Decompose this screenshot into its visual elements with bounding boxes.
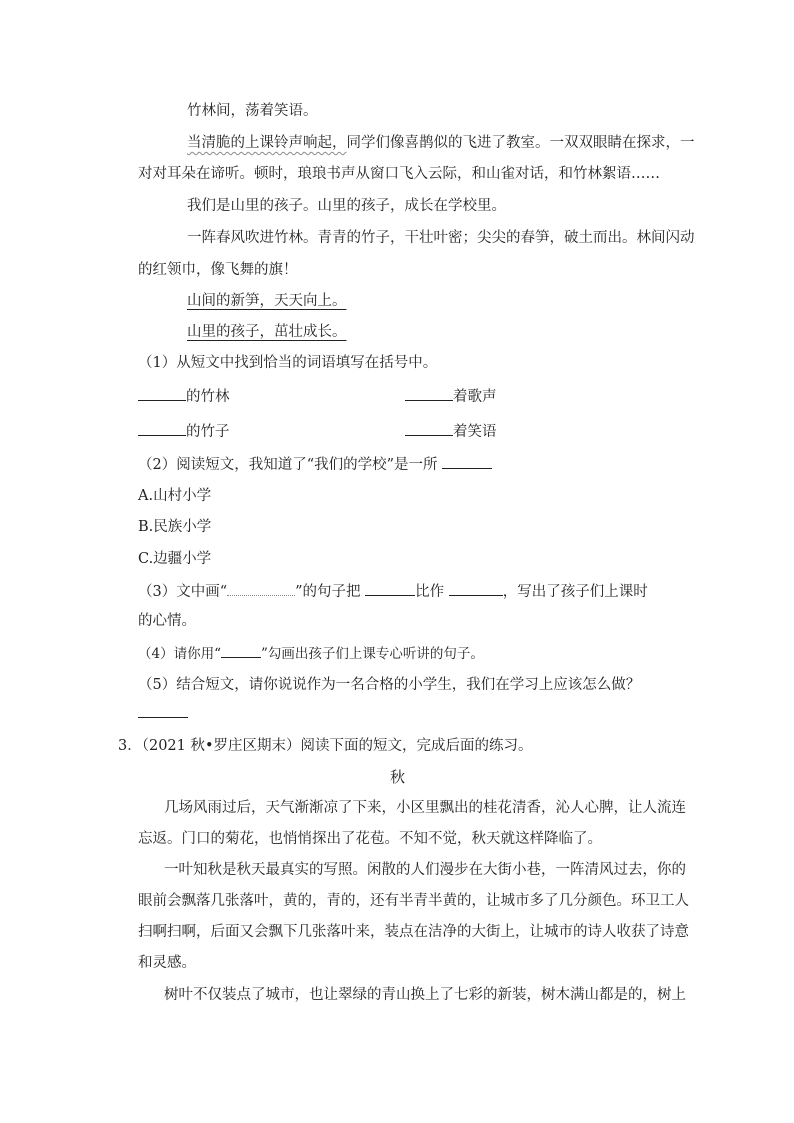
- passage-text: 眼前会飘落几张落叶，黄的，青的，还有半青半黄的，让城市多了几分颜色。环卫工人: [138, 893, 689, 909]
- question-text: （5）结合短文，请你说说作为一名合格的小学生，我们在学习上应该怎么做？: [138, 677, 641, 693]
- passage-text: 一叶知秋是秋天最真实的写照。闲散的人们漫步在大街小巷，一阵清风过去，你的: [164, 862, 686, 878]
- question-text: （4）请你用“: [138, 646, 221, 662]
- passage-text: 同学们像喜鹊似的飞进了教室。一双双眼睛在探求，一: [346, 135, 695, 151]
- problem-3-header: [118, 736, 533, 756]
- answer-blank[interactable]: [442, 454, 492, 469]
- underlined-sentence: 山里的孩子，茁壮成长。: [187, 324, 347, 340]
- question-text: （2）阅读短文，我知道了“我们的学校”是一所: [138, 457, 438, 473]
- passage-text: 忘返。门口的菊花，也悄悄探出了花苞。不知不觉，秋天就这样降临了。: [138, 831, 602, 847]
- problem-source: （2021 秋•罗庄区期末）阅读下面的短文，完成后面的练习。: [141, 738, 533, 754]
- problem-number: 3．: [118, 738, 142, 754]
- passage-line: [164, 860, 686, 880]
- question-text: 比作: [415, 584, 445, 600]
- passage-line: [138, 829, 602, 849]
- passage-line: [138, 260, 298, 280]
- passage-text: 一阵春风吹进竹林。青青的竹子，干壮叶密；尖尖的春笋，破土而出。林间闪动: [187, 230, 695, 246]
- passage-line: [138, 922, 689, 942]
- passage-line: [138, 164, 660, 184]
- option-b[interactable]: [138, 517, 211, 537]
- option-label: C.边疆小学: [138, 551, 212, 567]
- question-text: （1）从短文中找到恰当的词语填写在括号中。: [138, 355, 438, 371]
- line-sample: [221, 643, 261, 658]
- blank-suffix: 的竹子: [186, 424, 230, 440]
- option-c[interactable]: [138, 549, 211, 569]
- passage-line: [187, 101, 318, 121]
- question-3-line2: [138, 611, 196, 631]
- passage-text: 扫啊扫啊，后面又会飘下几张落叶来，装点在洁净的大街上，让城市的诗人收获了诗意: [138, 924, 689, 940]
- blank-suffix: 的竹林: [186, 389, 230, 405]
- answer-blank[interactable]: [138, 421, 186, 436]
- question-1: [138, 353, 437, 373]
- question-2: [138, 454, 492, 475]
- passage-line: [138, 953, 196, 973]
- option-label: B.民族小学: [138, 519, 212, 535]
- passage-line: [187, 228, 695, 248]
- answer-line[interactable]: [138, 703, 188, 724]
- question-3: [138, 581, 648, 602]
- option-label: A.山村小学: [138, 488, 212, 504]
- passage-text: 我们是山里的孩子。山里的孩子，成长在学校里。: [187, 198, 506, 214]
- fill-blank-item: [138, 386, 230, 407]
- question-text: ，写出了孩子们上课时: [502, 584, 648, 600]
- passage-line: [187, 196, 506, 216]
- question-text: ”的句子把: [295, 584, 361, 600]
- question-text: ”勾画出孩子们上课专心听讲的句子。: [261, 646, 484, 662]
- passage-line: [164, 985, 686, 1005]
- title-text: 秋: [390, 768, 406, 786]
- question-5: [138, 675, 640, 695]
- answer-blank[interactable]: [405, 386, 453, 401]
- passage-line: [187, 291, 347, 311]
- passage-line: [187, 133, 695, 153]
- answer-blank[interactable]: [449, 581, 503, 596]
- blank-suffix: 着歌声: [453, 389, 497, 405]
- question-text: （3）文中画“: [138, 584, 228, 600]
- passage-text: 和灵感。: [138, 955, 196, 971]
- passage-line: [164, 798, 686, 818]
- passage-line: [187, 322, 347, 342]
- answer-blank[interactable]: [365, 581, 415, 596]
- passage-title: [390, 767, 405, 787]
- fill-blank-item: [138, 421, 230, 442]
- answer-blank[interactable]: [405, 421, 453, 436]
- passage-text: 树叶不仅装点了城市，也让翠绿的青山换上了七彩的新装，树木满山都是的，树上: [164, 987, 686, 1003]
- question-text: 的心情。: [138, 613, 196, 629]
- passage-line: [138, 891, 689, 911]
- passage-text: 几场风雨过后，天气渐渐凉了下来，小区里飘出的桂花清香，沁人心脾，让人流连: [164, 800, 686, 816]
- underlined-sentence: 山间的新笋，天天向上。: [187, 293, 347, 309]
- question-4: [138, 643, 484, 664]
- wavy-underlined-sentence: 当清脆的上课铃声响起，: [187, 135, 347, 151]
- passage-text: 的红领巾，像飞舞的旗！: [138, 262, 298, 278]
- wavy-line-sample: [227, 581, 295, 596]
- passage-text: 竹林间，荡着笑语。: [187, 103, 318, 119]
- answer-blank[interactable]: [138, 386, 186, 401]
- answer-blank[interactable]: [138, 703, 188, 718]
- fill-blank-item: [405, 386, 497, 407]
- blank-suffix: 着笑语: [453, 424, 497, 440]
- fill-blank-item: [405, 421, 497, 442]
- option-a[interactable]: [138, 486, 211, 506]
- passage-text: 对对耳朵在谛听。顿时，琅琅书声从窗口飞入云际，和山雀对话，和竹林絮语……: [138, 166, 660, 182]
